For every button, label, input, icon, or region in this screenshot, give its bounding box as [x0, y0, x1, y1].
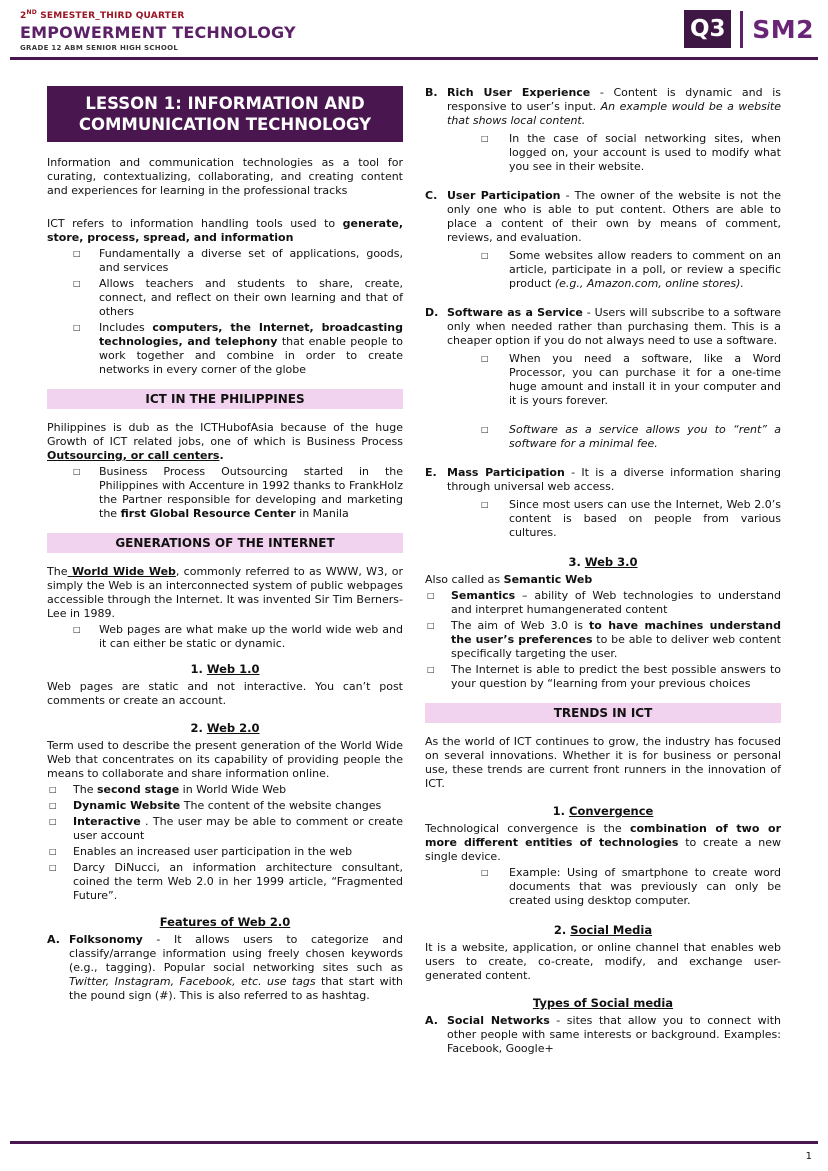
bullet-marker-icon: □	[73, 323, 81, 332]
bullet-marker-icon: □	[73, 249, 81, 258]
text-run: Mass Participation	[447, 466, 565, 479]
text-run: Darcy DiNucci, an information architecture consultant, coined the term Web 2.0 in her 1999 article, “Fragmented Future”.	[73, 861, 403, 902]
lettered-item	[47, 933, 403, 1003]
text-run: The aim of Web 3.0 is	[451, 619, 590, 632]
text-run: When you need a software, like a Word Processor, you can purchase it for a one-time huge amount and install it in your computer and it is yours forever.	[509, 352, 781, 407]
bullet-item	[425, 352, 781, 408]
bullet-marker-icon: □	[73, 467, 81, 476]
text-run: ICT refers to information handling tools used to	[47, 217, 343, 230]
text-run: to be able to deliver web content specifically targeting the user.	[451, 633, 781, 660]
heading-text: Web 2.0	[206, 721, 260, 735]
text-run: (e.g., Amazon.com, online stores).	[554, 277, 744, 290]
bullet-marker-icon: □	[481, 425, 489, 434]
text-run: Dynamic Website	[73, 799, 181, 812]
bullet-text	[73, 815, 403, 843]
letter-marker: C.	[425, 189, 438, 202]
left-column	[47, 86, 403, 1060]
lettered-item	[425, 466, 781, 494]
semester-line	[20, 9, 296, 21]
bullet-text	[73, 783, 403, 797]
text-run: computers, the Internet, broadcasting technologies, and telephony	[99, 321, 403, 348]
badge-divider	[740, 11, 743, 48]
header-titles	[20, 9, 296, 52]
lettered-item	[425, 1014, 781, 1056]
text-run: An example would be a website that shows local content.	[447, 100, 781, 127]
heading-number: 1.	[552, 804, 570, 818]
lesson-title: LESSON 1: INFORMATION AND COMMUNICATION TECHNOLOGY	[47, 86, 403, 142]
bullet-item	[425, 498, 781, 540]
bullet-marker-icon: □	[49, 801, 57, 810]
paragraph	[47, 217, 403, 245]
bullet-item	[425, 663, 781, 691]
bullet-text	[451, 663, 781, 691]
text-run: in World Wide Web	[179, 783, 287, 796]
text-run: Example: Using of smartphone to create word documents that was previously can only be created using desktop computer.	[509, 866, 781, 907]
quarter-badge: Q3	[684, 10, 731, 48]
text-run: Twitter, Instagram, Facebook, etc. use tags	[69, 975, 316, 988]
bullet-marker-icon: □	[49, 817, 57, 826]
text-run: Web pages are static and not interactive. You can’t post comments or create an account.	[47, 680, 403, 707]
bullet-item	[47, 799, 403, 813]
text-run: Philippines is dub as the ICTHubofAsia because of the huge Growth of ICT related jobs, one of which is Business Process	[47, 421, 403, 448]
paragraph	[425, 573, 781, 587]
bullet-marker-icon: □	[49, 847, 57, 856]
text-run: Rich User Experience	[447, 86, 591, 99]
paragraph	[47, 680, 403, 708]
module-code: SM2	[752, 14, 814, 44]
bullet-item	[47, 815, 403, 843]
text-run: - It allows users to categorize and classify/arrange information using freely chosen keywords (e.g., tagging). Popular social networking sites such as	[69, 933, 403, 974]
bullet-text	[509, 423, 781, 451]
heading-text: Convergence	[569, 804, 654, 818]
letter-marker: B.	[425, 86, 438, 99]
text-run: Allows teachers and students to share, create, connect, and reflect on their own learning and that of others	[99, 277, 403, 318]
text-run: Enables an increased user participation in the web	[73, 845, 353, 858]
bullet-text	[509, 498, 781, 540]
numbered-heading	[47, 662, 403, 676]
header-badges	[684, 10, 814, 48]
numbered-heading	[425, 804, 781, 818]
bullet-text	[509, 132, 781, 174]
text-run: Includes	[99, 321, 153, 334]
bullet-item	[47, 783, 403, 797]
text-run: to create a new single device.	[425, 836, 781, 863]
bullet-item	[47, 623, 403, 651]
text-run: Technological convergence is the	[425, 822, 630, 835]
text-run: Folksonomy	[69, 933, 143, 946]
text-run: Interactive	[73, 815, 141, 828]
heading-number: 3.	[568, 555, 585, 569]
text-run: that start with the pound sign (#). This is also referred to as hashtag.	[69, 975, 403, 1002]
lettered-item	[425, 189, 781, 245]
section-header: GENERATIONS OF THE INTERNET	[47, 533, 403, 553]
bullet-marker-icon: □	[73, 625, 81, 634]
grade-line: GRADE 12 ABM SENIOR HIGH SCHOOL	[20, 44, 179, 52]
bullet-item	[47, 861, 403, 903]
bullet-text	[99, 277, 403, 319]
text-run: The	[47, 565, 68, 578]
numbered-heading	[425, 923, 781, 937]
letter-text	[447, 306, 781, 348]
bullet-item	[425, 619, 781, 661]
text-run: Since most users can use the Internet, Web 2.0’s content is based on people from various cultures.	[509, 498, 781, 539]
text-run: Information and communication technologies as a tool for curating, contextualizing, collaborating, and creating content and experiences for learning in the professional tracks	[47, 156, 403, 197]
text-run: – ability of Web technologies to understand and interpret humangenerated content	[451, 589, 781, 616]
center-heading: Features of Web 2.0	[159, 915, 291, 929]
bullet-text	[509, 352, 781, 408]
letter-text	[447, 86, 781, 128]
text-run: Software as a service allows you to “rent” a software for a minimal fee.	[509, 423, 781, 450]
heading-text: Social Media	[570, 923, 653, 937]
text-run: . The user may be able to comment or create user account	[73, 815, 403, 842]
bullet-marker-icon: □	[73, 279, 81, 288]
bullet-text	[73, 799, 403, 813]
section-header: TRENDS IN ICT	[425, 703, 781, 723]
letter-marker: A.	[47, 933, 60, 946]
bullet-marker-icon: □	[481, 354, 489, 363]
bullet-item	[425, 132, 781, 174]
text-run: Semantics	[451, 589, 516, 602]
bullet-item	[425, 249, 781, 291]
text-run: that enable people to work together and combine in order to create networks in every corner of the globe	[99, 335, 403, 376]
paragraph	[47, 421, 403, 463]
bullet-marker-icon: □	[481, 134, 489, 143]
bullet-text	[99, 247, 403, 275]
paragraph	[425, 941, 781, 983]
text-run: Software as a Service	[447, 306, 583, 319]
text-run: Some websites allow readers to comment on an article, participate in a poll, or review a specific product	[509, 249, 781, 290]
bullet-text	[99, 465, 403, 521]
text-run: Also called as	[425, 573, 504, 586]
letter-marker: E.	[425, 466, 437, 479]
subject-title: EMPOWERMENT TECHNOLOGY	[20, 23, 296, 42]
bullet-item	[47, 465, 403, 521]
bullet-marker-icon: □	[481, 500, 489, 509]
bullet-text	[99, 321, 403, 377]
letter-text	[69, 933, 403, 1003]
bullet-item	[425, 423, 781, 451]
text-run: Web pages are what make up the world wide web and it can either be static or dynamic.	[99, 623, 403, 650]
text-run: It is a website, application, or online channel that enables web users to create, co-create, modify, and exchange user-generated content.	[425, 941, 781, 982]
text-run: Fundamentally a diverse set of applications, goods, and services	[99, 247, 403, 274]
right-column	[425, 86, 781, 1060]
center-heading: Types of Social media	[532, 996, 674, 1010]
bullet-text	[99, 623, 403, 651]
text-run: User Participation	[447, 189, 561, 202]
bullet-item	[47, 277, 403, 319]
heading-number: 1.	[190, 662, 207, 676]
paragraph	[425, 735, 781, 791]
lettered-item	[425, 306, 781, 348]
bullet-text	[73, 845, 403, 859]
lettered-item	[425, 86, 781, 128]
text-run: - Users will subscribe to a software only when needed rather than purchasing them. This is a cheaper option if you do not always need to use a software.	[447, 306, 781, 347]
text-run: Outsourcing, or call centers	[47, 449, 220, 462]
page-number: 1	[805, 1151, 812, 1162]
text-run: generate, store, process, spread, and information	[47, 217, 403, 244]
footer-rule	[10, 1141, 818, 1144]
paragraph	[425, 822, 781, 864]
page-header	[0, 0, 828, 52]
heading-text: Web 1.0	[206, 662, 260, 676]
text-run: second stage	[96, 783, 180, 796]
bullet-marker-icon: □	[427, 665, 435, 674]
letter-text	[447, 189, 781, 245]
text-run: In the case of social networking sites, when logged on, your account is used to modify what you see in their website.	[509, 132, 781, 173]
text-run: to have machines understand the user’s preferences	[451, 619, 781, 646]
bullet-marker-icon: □	[481, 251, 489, 260]
text-run: in Manila	[295, 507, 349, 520]
bullet-text	[509, 249, 781, 291]
bullet-marker-icon: □	[49, 785, 57, 794]
text-run: The content of the website changes	[180, 799, 382, 812]
text-run: Term used to describe the present generation of the World Wide Web that concentrates on its capability of providing people the means to collaborate and share information online.	[47, 739, 403, 780]
letter-text	[447, 1014, 781, 1056]
bullet-marker-icon: □	[481, 868, 489, 877]
letter-marker: D.	[425, 306, 439, 319]
semester-ordinal: ND	[26, 9, 37, 16]
bullet-item	[47, 247, 403, 275]
bullet-marker-icon: □	[49, 863, 57, 872]
numbered-heading	[425, 555, 781, 569]
heading-number: 2.	[190, 721, 207, 735]
paragraph	[47, 739, 403, 781]
text-run: - Content is dynamic and is responsive to user’s input.	[447, 86, 781, 113]
bullet-item	[47, 321, 403, 377]
numbered-heading	[47, 721, 403, 735]
text-run: Semantic Web	[503, 573, 593, 586]
letter-text	[447, 466, 781, 494]
bullet-item	[425, 589, 781, 617]
text-run: , commonly referred to as WWW, W3, or simply the Web is an interconnected system of public webpages accessible through the Internet. It was invented Sir Tim Berners-Lee in 1989.	[47, 565, 403, 620]
bullet-marker-icon: □	[427, 591, 435, 600]
text-run: first Global Resource Center	[120, 507, 296, 520]
content-columns	[0, 60, 828, 1060]
letter-marker: A.	[425, 1014, 438, 1027]
heading-number: 2.	[553, 923, 571, 937]
text-run: Business Process Outsourcing started in the Philippines with Accenture in 1992 thanks to FrankHolz the Partner responsible for developing and marketing the	[99, 465, 403, 520]
bullet-text	[73, 861, 403, 903]
bullet-item	[425, 866, 781, 908]
bullet-marker-icon: □	[427, 621, 435, 630]
section-header: ICT IN THE PHILIPPINES	[47, 389, 403, 409]
text-run: combination of two or more different entities of technologies	[425, 822, 781, 849]
text-run: - sites that allow you to connect with other people with same interests or background. Examples: Facebook, Google+	[447, 1014, 781, 1055]
paragraph	[47, 156, 403, 198]
text-run: The	[73, 783, 97, 796]
bullet-text	[451, 589, 781, 617]
text-run: World Wide Web	[67, 565, 176, 578]
text-run: Social Networks	[447, 1014, 550, 1027]
text-run: - It is a diverse information sharing through universal web access.	[447, 466, 781, 493]
text-run: The Internet is able to predict the best possible answers to your question by “learning from your previous choices	[451, 663, 781, 690]
heading-text: Web 3.0	[584, 555, 638, 569]
text-run: - The owner of the website is not the only one who is able to put content. Others are able to place a content of their own by means of comment, reviews, and evaluation.	[447, 189, 782, 244]
text-run: .	[219, 449, 224, 462]
semester-number: 2	[20, 11, 27, 21]
bullet-item	[47, 845, 403, 859]
semester-text: SEMESTER_THIRD QUARTER	[36, 11, 185, 21]
paragraph	[47, 565, 403, 621]
bullet-text	[509, 866, 781, 908]
bullet-text	[451, 619, 781, 661]
text-run: As the world of ICT continues to grow, the industry has focused on several innovations. Whether it is for business or personal use, these trends are current front runners in the innovation of ICT.	[425, 735, 781, 790]
